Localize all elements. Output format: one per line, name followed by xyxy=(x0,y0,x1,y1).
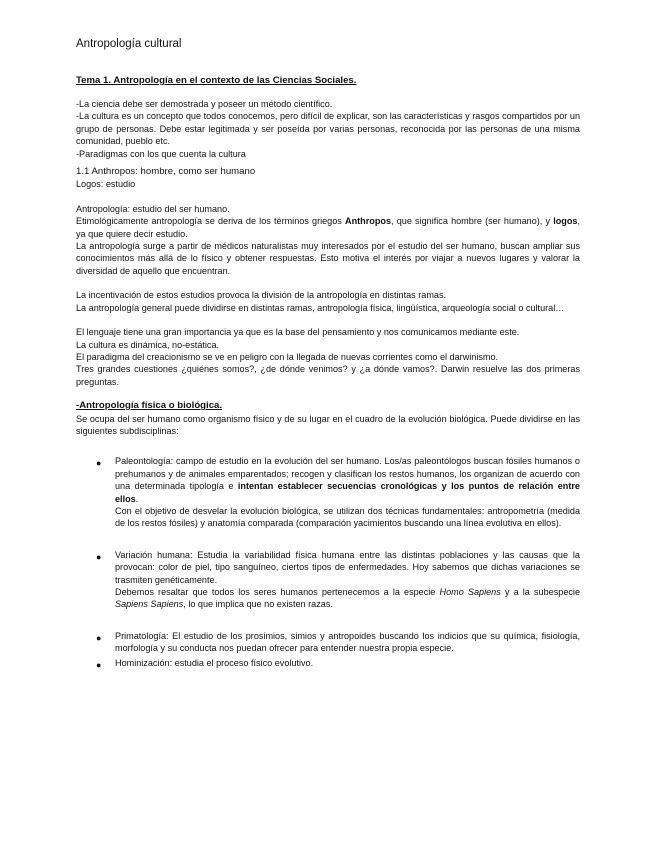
list-item-hominizacion xyxy=(76,657,580,669)
lenguaje-paragraph-1: El lenguaje tiene una gran importancia ya que es la base del pensamiento y nos comunicamos mediante este. xyxy=(76,327,520,338)
list-item-paleontologia xyxy=(76,455,580,529)
bullet-icon: ● xyxy=(96,551,102,562)
ramas-paragraph-2: La antropología general puede dividirse en distintas ramas, antropología física, lingüística, arqueología social o cultural… xyxy=(76,302,565,313)
section-1-1-heading: 1.1 Anthropos: hombre, como ser humano xyxy=(76,166,256,178)
intro-line-1: -La ciencia debe ser demostrada y poseer un método científico. xyxy=(76,99,333,109)
lenguaje-paragraph-2: La cultura es dinámica, no-estática. xyxy=(76,339,220,350)
ramas-paragraph-1: La incentivación de estos estudios provoca la división de la antropología en distintas ramas. xyxy=(76,290,447,301)
subdisciplines-list xyxy=(76,455,580,669)
lenguaje-paragraph-4: Tres grandes cuestiones ¿quiénes somos?, ¿de dónde venimos? y ¿a dónde vamos?. Darwin resuelve las dos primeras preguntas. xyxy=(76,364,580,387)
primatologia-text: Primatología: El estudio de los prosimios, simios y antropoides buscando los indicios que su química, fisiología, morfología y su conducta nos puedan ofrecer para entender nuestra propia especie. xyxy=(115,630,580,654)
variacion-text: Variación humana: Estudia la variabilidad física humana entre las distintas poblaciones y las causas que la provocan: color de piel, tipo sanguíneo, ciertos tipos de enfermedades. Hoy sabemos que dichas variaciones se trasmiten genéticamente. xyxy=(115,549,580,585)
lenguaje-paragraph-3: El paradigma del creacionismo se ve en peligro con la llegada de nuevas corrientes como el darwinismo. xyxy=(76,351,499,362)
fisica-heading: -Antropología física o biológica. xyxy=(76,400,223,412)
fisica-intro: Se ocupa del ser humano como organismo físico y de su lugar en el cuadro de la evolución biológica. Puede dividirse en las siguientes subdisciplinas: xyxy=(76,413,580,436)
bullet-icon: ● xyxy=(96,632,102,643)
intro-line-3: -Paradigmas con los que cuenta la cultura xyxy=(76,148,246,159)
intro-line-2: -La cultura es un concepto que todos conocemos, pero difícil de explicar, son las características y rasgos compartidos por un grupo de personas. Debe estar legitimada y ser poseída por varias personas, reconocida por las personas de una misma comunidad, pueblo etc. xyxy=(76,111,580,147)
etymology-paragraph: Etimológicamente antropología se deriva de los términos griegos Anthropos, que significa hombre (ser humano), y logos, ya que quiere decir estudio. xyxy=(76,216,580,239)
document-title: Antropología cultural xyxy=(76,38,182,50)
hominizacion-text: Hominización: estudia el proceso físico evolutivo. xyxy=(115,657,314,668)
paleontologia-text-2: Con el objetivo de desvelar la evolución biológica, se utilizan dos técnicas fundamentales: antropometría (medida de los restos fósiles) y anatomía comparada (comparación yacimientos buscando una línea evolutiva en ellos). xyxy=(115,505,580,529)
origin-paragraph: La antropología surge a partir de médicos naturalistas muy interesados por el estudio del ser humano, buscan ampliar sus conocimientos más allá de lo físico y obtener respuestas. Esto motiva el interés por viajar a nuevos lugares y valorar la diversidad de aquello que encuentran. xyxy=(76,241,580,276)
definition-line: Antropología: estudio del ser humano. xyxy=(76,203,230,214)
list-item-primatologia xyxy=(76,630,580,655)
paleontologia-text: Paleontología: campo de estudio en la evolución del ser humano. Los/as paleontólogos buscan fósiles humanos o prehumanos y de animales emparentados; recogen y clasifican los restos humanos, los organizan de acuerdo con una determinada tipología e intentan establecer secuencias cronológicas y los puntos de relación entre ellos. xyxy=(115,456,580,504)
bullet-icon: ● xyxy=(96,458,102,469)
bullet-icon: ● xyxy=(96,659,102,670)
variacion-text-2: Debemos resaltar que todos los seres humanos pertenecemos a la especie Homo Sapiens y a la subespecie Sapiens Sapiens, lo que implica que no existen razas. xyxy=(115,587,581,610)
section-1-1-logos: Logos: estudio xyxy=(76,179,136,190)
tema-heading: Tema 1. Antropología en el contexto de las Ciencias Sociales. xyxy=(76,75,357,86)
document-page xyxy=(76,38,580,669)
list-item-variacion xyxy=(76,549,580,611)
